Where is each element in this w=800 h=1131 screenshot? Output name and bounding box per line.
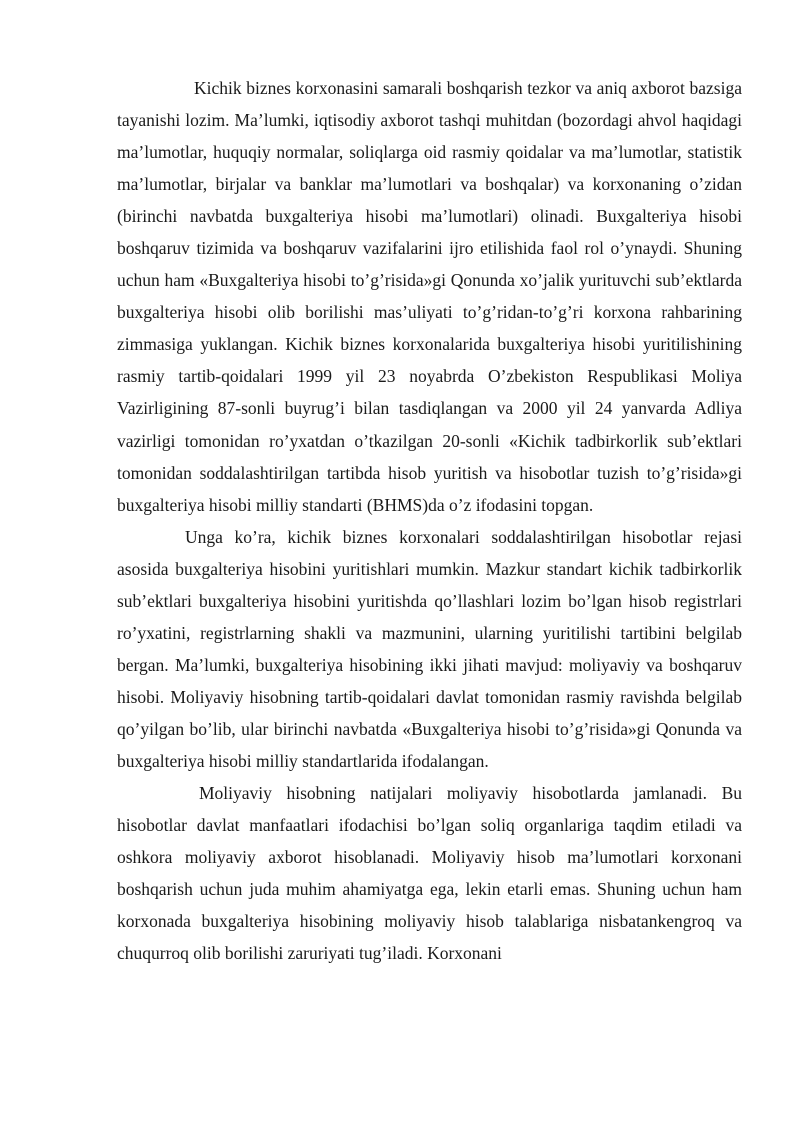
paragraph-2: Unga ko’ra, kichik biznes korxonalari soddalashtirilgan hisobotlar rejasi asosida buxgalteriya hisobini yuritishlari mumkin. Mazkur standart kichik tadbirkorlik sub’ektlari buxgalteriya hisobini yuritishda qo’llashlari lozim bo’lgan hisob registrlari ro’yxatini, registrlarning shakli va mazmunini, ularning yuritilishi tartibini belgilab bergan. Ma’lumki, buxgalteriya hisobining ikki jihati mavjud: moliyaviy va boshqaruv hisobi. Moliyaviy hisobning tartib-qoidalari davlat tomonidan rasmiy ravishda belgilab qo’yilgan bo’lib, ular birinchi navbatda «Buxgalteriya hisobi to’g’risida»gi Qonunda va buxgalteriya hisobi milliy standartlarida ifodalangan. <box>117 526 742 771</box>
paragraph-1: Kichik biznes korxonasini samarali boshqarish tezkor va aniq axborot bazsiga tayanishi lozim. Ma’lumki, iqtisodiy axborot tashqi muhitdan (bozordagi ahvol haqidagi ma’lumotlar, huquqiy normalar, soliqlarga oid rasmiy qoidalar va ma’lumotlar, statistik ma’lumotlar, birjalar va banklar ma’lumotlari va boshqalar) va korxonaning o’zidan (birinchi navbatda buxgalteriya hisobi ma’lumotlari) olinadi. Buxgalteriya hisobi boshqaruv tizimida va boshqaruv vazifalarini ijro etilishida faol rol o’ynaydi. Shuning uchun ham «Buxgalteriya hisobi to’g’risida»gi Qonunda xo’jalik yurituvchi sub’ektlarda buxgalteriya hisobi olib borilishi mas’uliyati to’g’ridan-to’g’ri korxona rahbarining zimmasiga yuklangan. Kichik biznes korxonalarida buxgalteriya hisobi yuritilishining rasmiy tartib-qoidalari 1999 yil 23 noyabrda O’zbekiston Respublikasi Moliya Vazirligining 87-sonli buyrug’i bilan tasdiqlangan va 2000 yil 24 yanvarda Adliya vazirligi tomonidan ro’yxatdan o’tkazilgan 20-sonli «Kichik tadbirkorlik sub’ektlari tomonidan soddalashtirilgan tartibda hisob yuritish va hisobotlar tuzish to’g’risida»gi buxgalteriya hisobi milliy standarti (BHMS)da o’z ifodasini topgan. <box>117 78 742 515</box>
paragraph-3: Moliyaviy hisobning natijalari moliyaviy hisobotlarda jamlanadi. Bu hisobotlar davlat manfaatlari ifodachisi bo’lgan soliq organlariga taqdim etiladi va oshkora moliyaviy axborot hisoblanadi. Moliyaviy hisob ma’lumotlari korxonani boshqarish uchun juda muhim ahamiyatga ega, lekin etarli emas. Shuning uchun ham korxonada buxgalteriya hisobining moliyaviy hisob talablariga nisbatankengroq va chuqurroq olib borilishi zaruriyati tug’iladi. Korxonani <box>117 783 742 964</box>
document-page <box>117 72 742 969</box>
